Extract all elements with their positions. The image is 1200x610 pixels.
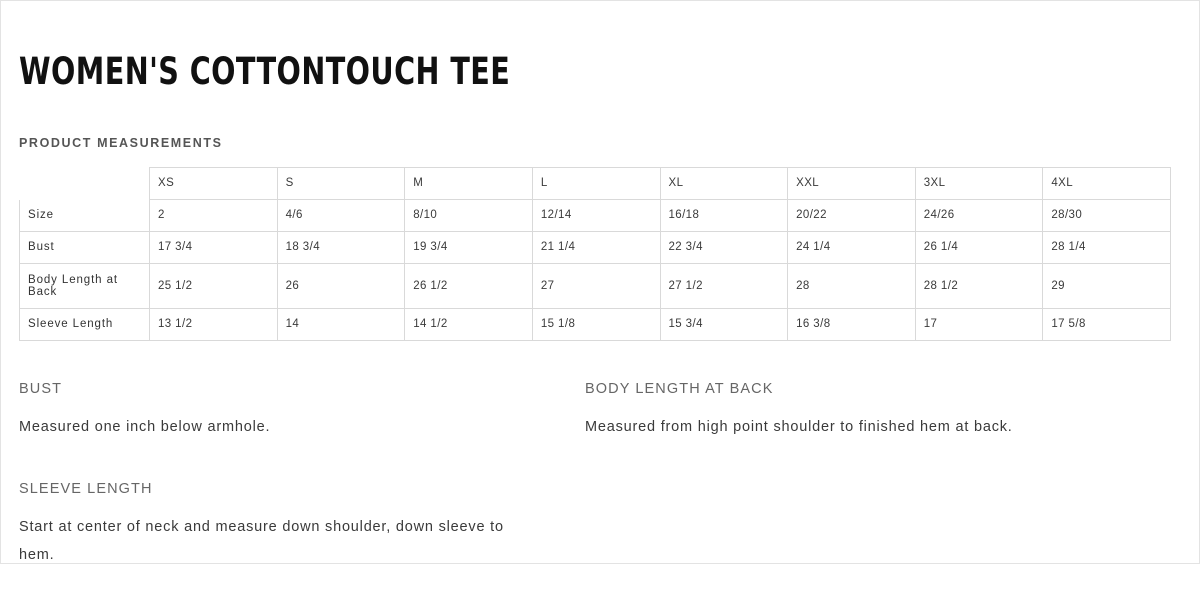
table-cell: 8/10 bbox=[405, 199, 533, 231]
page-content bbox=[1, 50, 1199, 610]
table-row bbox=[20, 263, 1171, 308]
table-cell: 22 3/4 bbox=[660, 231, 788, 263]
table-cell: 14 1/2 bbox=[405, 308, 533, 340]
table-row bbox=[20, 199, 1171, 231]
table-cell: 12/14 bbox=[532, 199, 660, 231]
table-cell: 20/22 bbox=[788, 199, 916, 231]
table-header-row bbox=[20, 167, 1171, 199]
column-header-xl: XL bbox=[660, 167, 788, 199]
table-cell: 17 bbox=[915, 308, 1043, 340]
table-cell: 26 bbox=[277, 263, 405, 308]
table-cell: 16/18 bbox=[660, 199, 788, 231]
table-cell: 29 bbox=[1043, 263, 1171, 308]
column-header-m: M bbox=[405, 167, 533, 199]
measurement-notes bbox=[19, 381, 1181, 610]
measurements-table bbox=[19, 167, 1171, 341]
column-header-s: S bbox=[277, 167, 405, 199]
note-body-length-at-back bbox=[585, 381, 1151, 441]
table-cell: 26 1/2 bbox=[405, 263, 533, 308]
table-cell: 15 3/4 bbox=[660, 308, 788, 340]
table-cell: 28 bbox=[788, 263, 916, 308]
table-cell: 2 bbox=[150, 199, 278, 231]
note-bust bbox=[19, 381, 585, 441]
table-cell: 26 1/4 bbox=[915, 231, 1043, 263]
table-cell: 18 3/4 bbox=[277, 231, 405, 263]
page-title: WOMEN'S COTTONTOUCH TEE bbox=[19, 50, 511, 93]
column-header-xxl: XXL bbox=[788, 167, 916, 199]
table-cell: 14 bbox=[277, 308, 405, 340]
table-cell: 17 3/4 bbox=[150, 231, 278, 263]
table-header bbox=[20, 167, 1171, 199]
table-cell: 28/30 bbox=[1043, 199, 1171, 231]
row-label-body-length-at-back: Body Length at Back bbox=[20, 263, 150, 308]
table-cell: 24/26 bbox=[915, 199, 1043, 231]
row-label-bust: Bust bbox=[20, 231, 150, 263]
table-row bbox=[20, 308, 1171, 340]
table-cell: 28 1/4 bbox=[1043, 231, 1171, 263]
table-cell: 21 1/4 bbox=[532, 231, 660, 263]
column-header-l: L bbox=[532, 167, 660, 199]
table-cell: 27 bbox=[532, 263, 660, 308]
note-sleeve-length bbox=[19, 481, 585, 570]
table-cell: 16 3/8 bbox=[788, 308, 916, 340]
table-body bbox=[20, 199, 1171, 340]
column-header-3xl: 3XL bbox=[915, 167, 1043, 199]
table-cell: 27 1/2 bbox=[660, 263, 788, 308]
note-body: Measured from high point shoulder to finished hem at back. bbox=[585, 418, 1013, 435]
column-header-4xl: 4XL bbox=[1043, 167, 1171, 199]
column-header-xs: XS bbox=[150, 167, 278, 199]
table-cell: 25 1/2 bbox=[150, 263, 278, 308]
table-cell: 17 5/8 bbox=[1043, 308, 1171, 340]
table-cell: 24 1/4 bbox=[788, 231, 916, 263]
note-body: Measured one inch below armhole. bbox=[19, 418, 271, 435]
note-body: Start at center of neck and measure down shoulder, down sleeve to hem. bbox=[19, 519, 504, 564]
table-cell: 4/6 bbox=[277, 199, 405, 231]
row-label-sleeve-length: Sleeve Length bbox=[20, 308, 150, 340]
table-cell: 13 1/2 bbox=[150, 308, 278, 340]
note-title: BUST bbox=[19, 380, 63, 397]
row-label-size: Size bbox=[20, 199, 150, 231]
table-corner-cell bbox=[20, 167, 150, 199]
table-cell: 15 1/8 bbox=[532, 308, 660, 340]
table-cell: 28 1/2 bbox=[915, 263, 1043, 308]
note-title: BODY LENGTH AT BACK bbox=[585, 380, 774, 397]
note-title: SLEEVE LENGTH bbox=[19, 481, 153, 498]
table-row bbox=[20, 231, 1171, 263]
section-label-product-measurements: PRODUCT MEASUREMENTS bbox=[19, 135, 223, 150]
table-cell: 19 3/4 bbox=[405, 231, 533, 263]
